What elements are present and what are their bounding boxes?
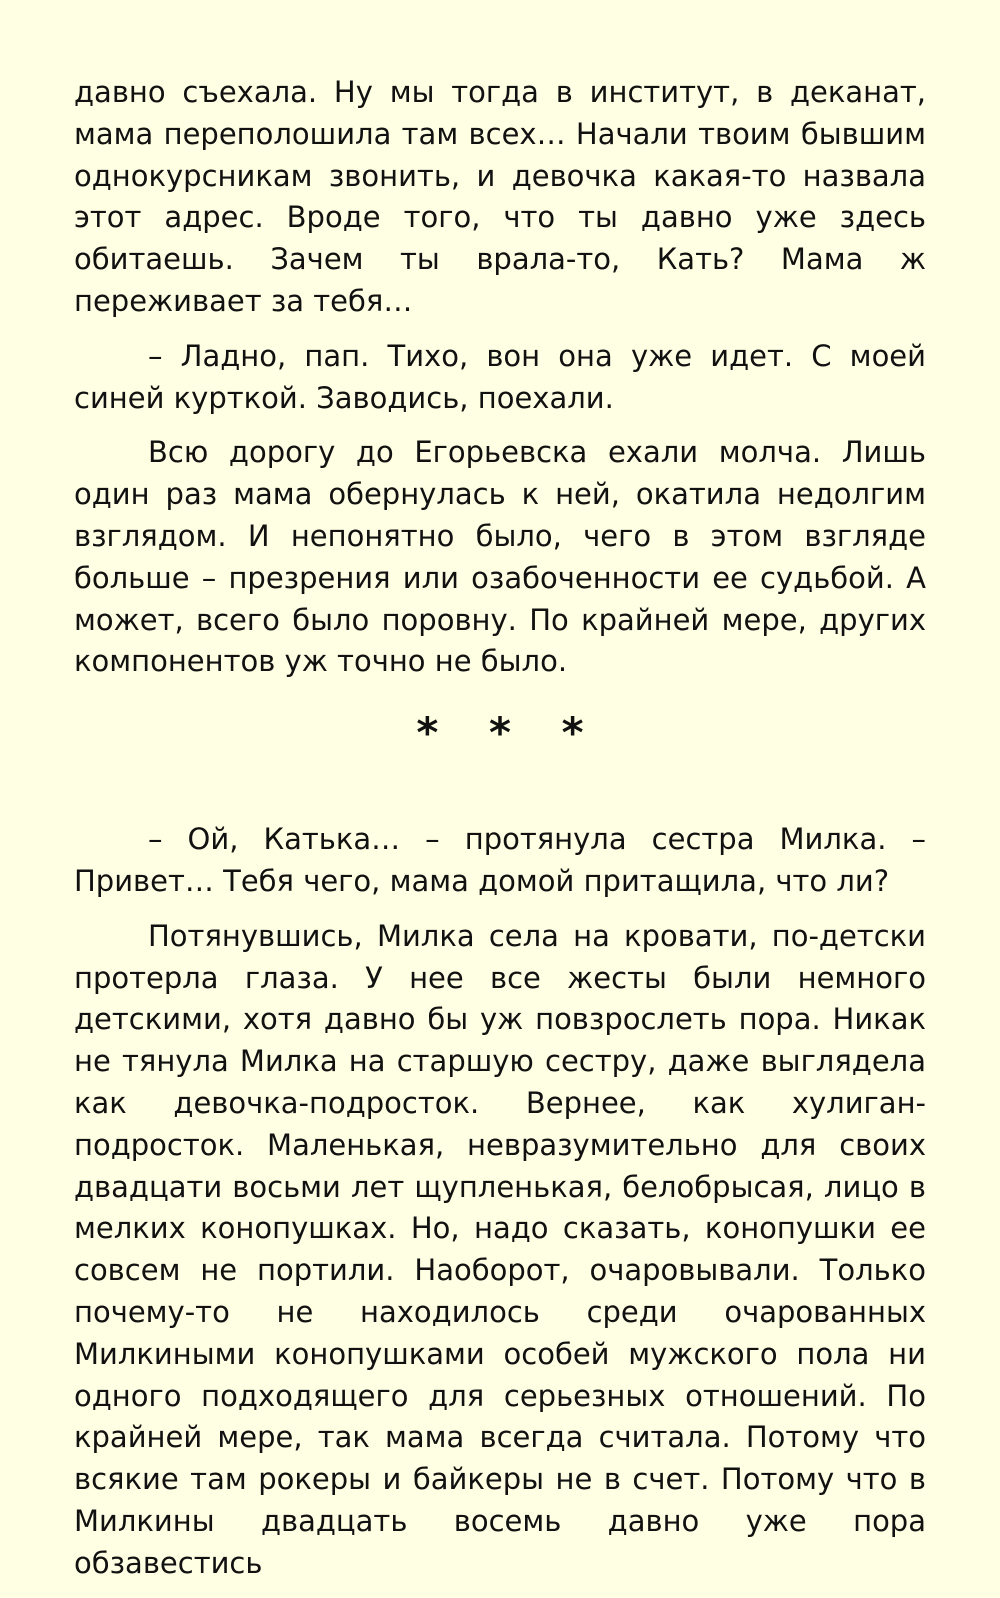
- paragraph: давно съехала. Ну мы тогда в институт, в деканат, мама переполошила там всех… Начали твоим бывшим однокурсникам звонить, и девочка какая-то назвала этот адрес. Вроде того, что ты давно уже здесь обитаешь. Зачем ты врала-то, Кать? Мама ж переживает за тебя…: [74, 75, 926, 318]
- paragraph: Потянувшись, Милка села на кровати, по-детски протерла глаза. У нее все жесты были немного детскими, хотя давно бы уж повзрослеть пора. Никак не тянула Милка на старшую сестру, даже выглядела как девочка-подросток. Вернее, как хулиган-подросток. Маленькая, невразумительно для своих двадцати восьми лет щупленькая, белобрысая, лицо в мелких конопушках. Но, надо сказать, конопушки ее совсем не портили. Наоборот, очаровывали. Только почему-то не находилось среди очарованных Милкиными конопушками особей мужского пола ни одного подходящего для серьезных отношений. По крайней мере, так мама всегда считала. Потому что всякие там рокеры и байкеры не в счет. Потому что в Милкины двадцать восемь давно уже пора обзавестись: [74, 918, 926, 1580]
- section-separator: * * *: [416, 708, 602, 758]
- paragraph: – Ладно, пап. Тихо, вон она уже идет. С моей синей курткой. Заводись, поехали.: [74, 338, 926, 415]
- book-page: [74, 72, 926, 1598]
- paragraph: Всю дорогу до Егорьевска ехали молча. Лишь один раз мама обернулась к ней, окатила недолгим взглядом. И непонятно было, чего в этом взгляде больше – презрения или озабоченности ее судьбой. А может, всего было поровну. По крайней мере, других компонентов уж точно не было.: [74, 435, 926, 679]
- paragraph: – Ой, Катька… – протянула сестра Милка. – Привет… Тебя чего, мама домой притащила, что ли?: [74, 822, 926, 898]
